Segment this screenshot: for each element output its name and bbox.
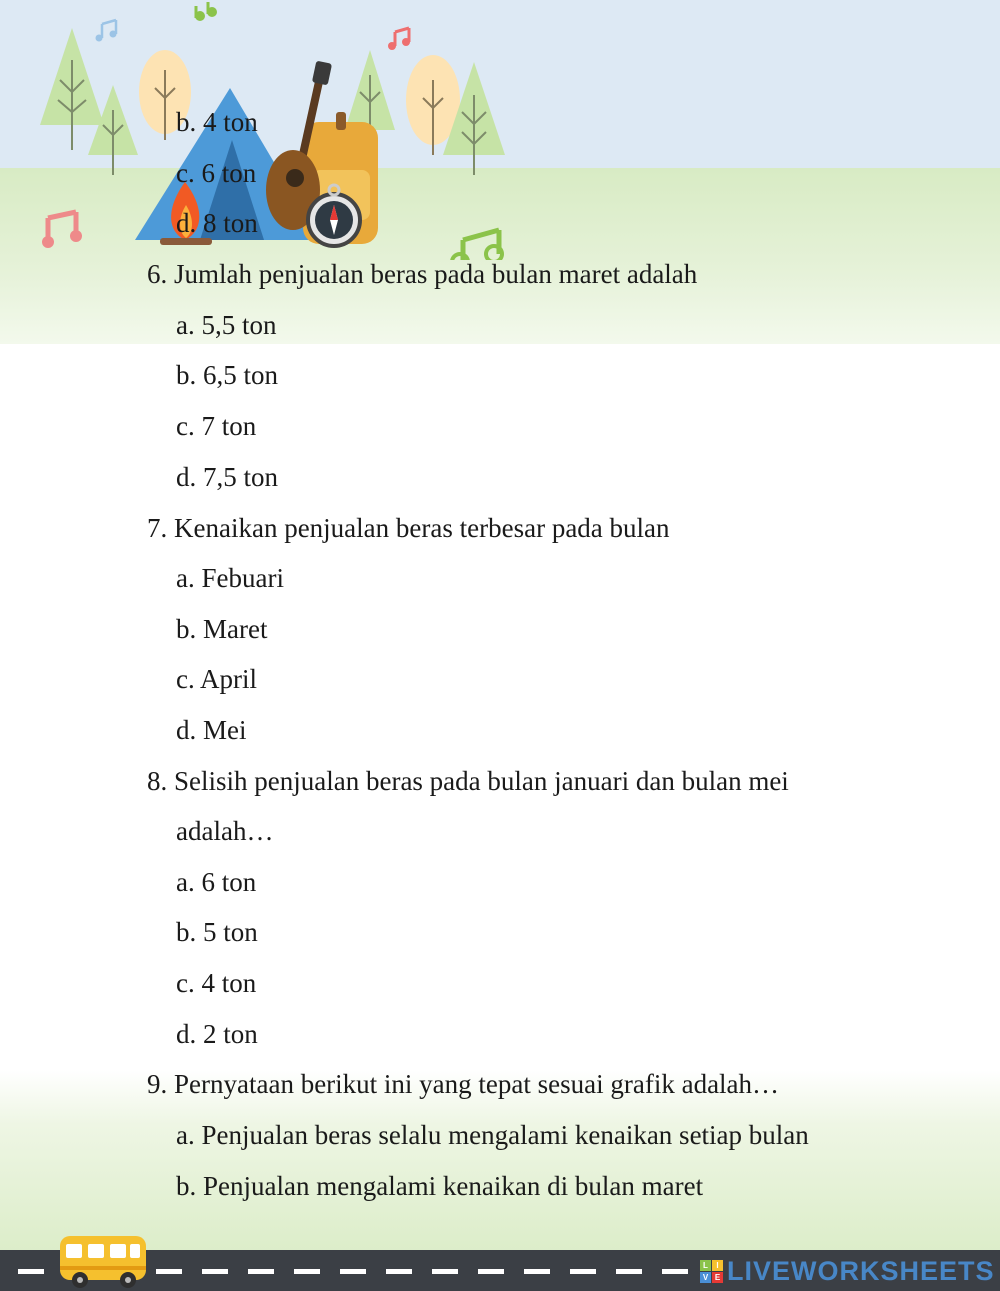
road-dash bbox=[202, 1269, 228, 1274]
q9-option-a: a. Penjualan beras selalu mengalami kenaikan setiap bulan bbox=[176, 1120, 809, 1150]
road-dash bbox=[248, 1269, 274, 1274]
road-dash bbox=[524, 1269, 550, 1274]
question-9: 9. Pernyataan berikut ini yang tepat sesuai grafik adalah… bbox=[147, 1069, 780, 1099]
q6-option-d: d. 7,5 ton bbox=[176, 462, 279, 492]
logo-mark-icon: L I V E bbox=[700, 1260, 723, 1283]
bus-icon bbox=[0, 1228, 160, 1291]
road-dash bbox=[432, 1269, 458, 1274]
q5-option-c: c. 6 ton bbox=[176, 158, 257, 188]
road-dash bbox=[478, 1269, 504, 1274]
road-dash bbox=[386, 1269, 412, 1274]
camping-illustration bbox=[0, 0, 1000, 260]
q6-option-a: a. 5,5 ton bbox=[176, 310, 277, 340]
road-dash bbox=[616, 1269, 642, 1274]
music-note-icon bbox=[388, 28, 410, 50]
road-dash bbox=[294, 1269, 320, 1274]
road-dash bbox=[662, 1269, 688, 1274]
logo-text: LIVEWORKSHEETS bbox=[727, 1255, 995, 1286]
q7-option-b: b. Maret bbox=[176, 614, 268, 644]
q6-option-c: c. 7 ton bbox=[176, 411, 257, 441]
music-note-icon bbox=[195, 2, 217, 21]
music-note-icon bbox=[452, 230, 502, 260]
q8-option-b: b. 5 ton bbox=[176, 917, 258, 947]
road-dash bbox=[340, 1269, 366, 1274]
question-6: 6. Jumlah penjualan beras pada bulan maret adalah bbox=[147, 259, 698, 289]
q8-option-a: a. 6 ton bbox=[176, 867, 257, 897]
liveworksheets-logo[interactable] bbox=[700, 1254, 995, 1288]
q7-option-d: d. Mei bbox=[176, 715, 247, 745]
music-note-icon bbox=[96, 20, 117, 42]
q9-option-b: b. Penjualan mengalami kenaikan di bulan maret bbox=[176, 1171, 704, 1201]
q7-option-c: c. April bbox=[176, 664, 257, 694]
question-8: 8. Selisih penjualan beras pada bulan januari dan bulan mei bbox=[147, 766, 789, 796]
q5-option-d: d. 8 ton bbox=[176, 208, 258, 238]
music-note-icon bbox=[42, 212, 82, 248]
q6-option-b: b. 6,5 ton bbox=[176, 360, 279, 390]
question-8-continued: adalah… bbox=[176, 816, 274, 846]
q8-option-c: c. 4 ton bbox=[176, 968, 257, 998]
q5-option-b: b. 4 ton bbox=[176, 107, 258, 137]
tree-icon bbox=[40, 28, 104, 150]
question-7: 7. Kenaikan penjualan beras terbesar pada bulan bbox=[147, 513, 670, 543]
road-dash bbox=[570, 1269, 596, 1274]
q8-option-d: d. 2 ton bbox=[176, 1019, 258, 1049]
q7-option-a: a. Febuari bbox=[176, 563, 284, 593]
tree-icon bbox=[88, 85, 138, 175]
